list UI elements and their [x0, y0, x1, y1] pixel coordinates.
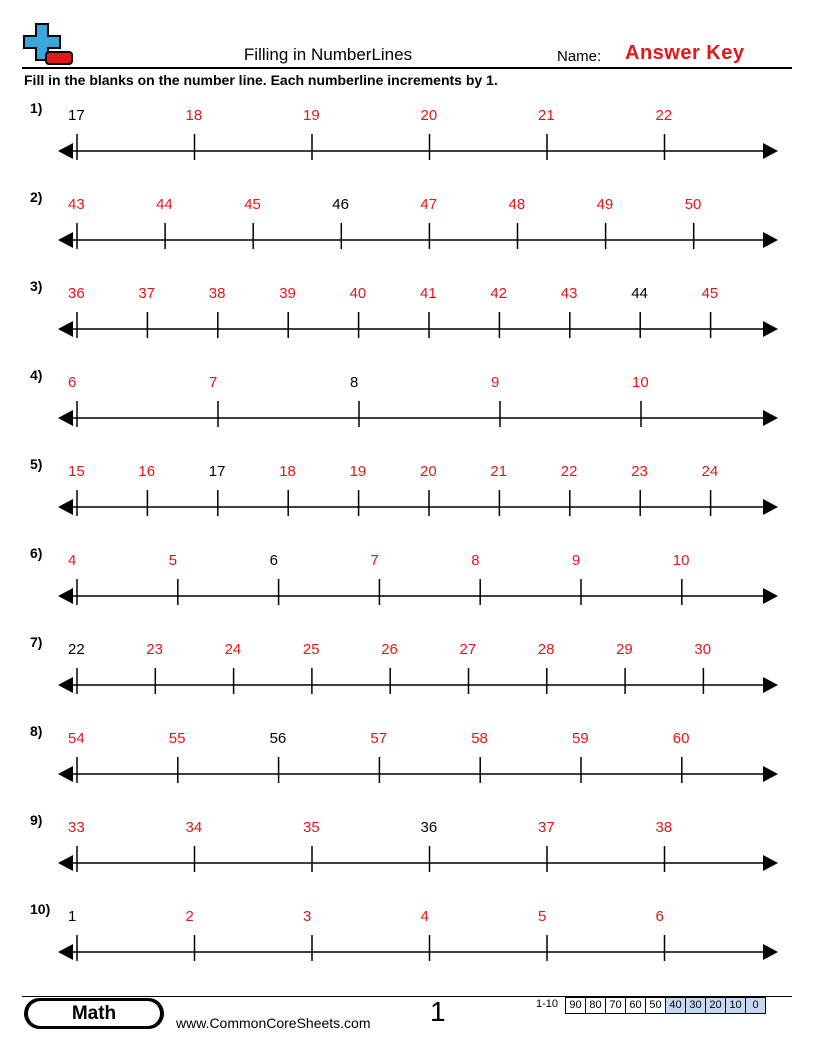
score-table — [565, 997, 766, 1014]
score-cell: 10 — [726, 998, 746, 1013]
problem-number: 2) — [30, 189, 43, 205]
right-arrow-icon — [763, 232, 778, 248]
score-cell: 0 — [746, 998, 765, 1013]
answer-value-label: 29 — [616, 641, 633, 658]
number-line — [0, 812, 816, 892]
problem-3 — [0, 278, 816, 358]
answer-value-label: 34 — [185, 819, 203, 836]
problem-number: 10) — [30, 901, 51, 917]
left-arrow-icon — [58, 944, 73, 960]
answer-value-label: 23 — [146, 641, 163, 658]
name-label: Name: — [557, 48, 602, 65]
problem-8 — [0, 723, 816, 803]
answer-value-label: 4 — [68, 552, 77, 569]
answer-value-label: 36 — [68, 285, 85, 302]
answer-value-label: 39 — [279, 285, 296, 302]
score-cell: 20 — [706, 998, 726, 1013]
answer-value-label: 2 — [185, 908, 194, 925]
answer-key-label: Answer Key — [625, 42, 745, 64]
answer-value-label: 50 — [684, 196, 702, 213]
right-arrow-icon — [763, 321, 778, 337]
answer-value-label: 19 — [349, 463, 367, 480]
subject-badge — [24, 998, 164, 1029]
left-arrow-icon — [58, 855, 73, 871]
answer-value-label: 41 — [420, 285, 437, 302]
number-line — [0, 367, 816, 447]
answer-value-label: 30 — [694, 641, 712, 658]
given-value-label: 17 — [68, 107, 85, 124]
number-line — [0, 634, 816, 714]
answer-value-label: 21 — [538, 107, 555, 124]
answer-value-label: 7 — [370, 552, 379, 569]
number-line — [0, 456, 816, 536]
problem-1 — [0, 100, 816, 180]
worksheet-title: Filling in NumberLines — [243, 45, 413, 64]
problem-4 — [0, 367, 816, 447]
answer-value-label: 16 — [138, 463, 156, 480]
problem-number: 5) — [30, 456, 43, 472]
answer-value-label: 33 — [68, 819, 85, 836]
given-value-label: 1 — [68, 908, 77, 925]
left-arrow-icon — [58, 232, 73, 248]
answer-value-label: 20 — [420, 463, 437, 480]
answer-value-label: 57 — [370, 730, 388, 747]
score-cell: 90 — [566, 998, 586, 1013]
answer-value-label: 23 — [631, 463, 648, 480]
score-cell: 40 — [666, 998, 686, 1013]
header-divider — [22, 67, 792, 69]
given-value-label: 44 — [631, 285, 648, 302]
answer-value-label: 24 — [224, 641, 242, 658]
answer-value-label: 37 — [538, 819, 555, 836]
answer-value-label: 21 — [490, 463, 508, 480]
answer-value-label: 3 — [303, 908, 312, 925]
given-value-label: 56 — [269, 730, 287, 747]
answer-value-label: 26 — [381, 641, 398, 658]
answer-value-label: 9 — [572, 552, 581, 569]
score-cell: 60 — [626, 998, 646, 1013]
answer-value-label: 4 — [420, 908, 429, 925]
instructions: Fill in the blanks on the number line. Each numberline increments by 1. — [24, 72, 498, 88]
number-line — [0, 545, 816, 625]
right-arrow-icon — [763, 944, 778, 960]
answer-value-label: 44 — [156, 196, 173, 213]
answer-value-label: 28 — [537, 641, 555, 658]
score-cell: 30 — [686, 998, 706, 1013]
answer-value-label: 59 — [572, 730, 589, 747]
answer-value-label: 10 — [632, 374, 649, 391]
answer-value-label: 7 — [209, 374, 218, 391]
answer-value-label: 40 — [349, 285, 367, 302]
right-arrow-icon — [763, 677, 778, 693]
answer-value-label: 18 — [279, 463, 296, 480]
answer-value-label: 38 — [655, 819, 673, 836]
problem-number: 9) — [30, 812, 43, 828]
answer-value-label: 49 — [596, 196, 614, 213]
given-value-label: 17 — [208, 463, 226, 480]
number-line — [0, 189, 816, 269]
answer-value-label: 43 — [68, 196, 85, 213]
problem-number: 6) — [30, 545, 43, 561]
answer-value-label: 22 — [655, 107, 673, 124]
answer-value-label: 9 — [491, 374, 500, 391]
answer-value-label: 5 — [168, 552, 178, 569]
answer-value-label: 18 — [185, 107, 203, 124]
left-arrow-icon — [58, 143, 73, 159]
left-arrow-icon — [58, 499, 73, 515]
left-arrow-icon — [58, 321, 73, 337]
problem-number: 3) — [30, 278, 43, 294]
given-value-label: 46 — [332, 196, 349, 213]
given-value-label: 22 — [68, 641, 85, 658]
answer-value-label: 45 — [244, 196, 261, 213]
score-cell: 80 — [586, 998, 606, 1013]
answer-value-label: 8 — [471, 552, 480, 569]
website-label: www.CommonCoreSheets.com — [176, 1015, 371, 1031]
answer-value-label: 48 — [508, 196, 526, 213]
left-arrow-icon — [58, 766, 73, 782]
subject-label: Math — [28, 1001, 160, 1026]
problem-number: 7) — [30, 634, 43, 650]
right-arrow-icon — [763, 143, 778, 159]
answer-value-label: 37 — [138, 285, 156, 302]
answer-value-label: 20 — [420, 107, 438, 124]
answer-value-label: 45 — [701, 285, 719, 302]
answer-value-label: 35 — [303, 819, 320, 836]
answer-value-label: 24 — [701, 463, 719, 480]
answer-value-label: 38 — [208, 285, 226, 302]
left-arrow-icon — [58, 677, 73, 693]
right-arrow-icon — [763, 499, 778, 515]
answer-value-label: 6 — [68, 374, 77, 391]
problem-5 — [0, 456, 816, 536]
right-arrow-icon — [763, 410, 778, 426]
number-line — [0, 901, 816, 981]
number-line — [0, 723, 816, 803]
score-cell: 70 — [606, 998, 626, 1013]
given-value-label: 6 — [269, 552, 278, 569]
problem-6 — [0, 545, 816, 625]
number-line — [0, 100, 816, 180]
answer-value-label: 25 — [302, 641, 320, 658]
problem-7 — [0, 634, 816, 714]
answer-value-label: 5 — [538, 908, 547, 925]
answer-value-label: 22 — [560, 463, 578, 480]
score-range-label: 1-10 — [536, 998, 559, 1010]
problem-number: 1) — [30, 100, 43, 116]
problem-number: 4) — [30, 367, 43, 383]
page-number: 1 — [430, 996, 446, 1027]
left-arrow-icon — [58, 588, 73, 604]
answer-value-label: 27 — [459, 641, 477, 658]
problem-number: 8) — [30, 723, 43, 739]
answer-value-label: 47 — [420, 196, 438, 213]
right-arrow-icon — [763, 766, 778, 782]
number-line — [0, 278, 816, 358]
problem-2 — [0, 189, 816, 269]
answer-value-label: 42 — [490, 285, 508, 302]
answer-value-label: 58 — [471, 730, 488, 747]
problem-10 — [0, 901, 816, 981]
answer-value-label: 55 — [168, 730, 186, 747]
given-value-label: 8 — [350, 374, 359, 391]
answer-value-label: 10 — [672, 552, 690, 569]
answer-value-label: 15 — [68, 463, 85, 480]
right-arrow-icon — [763, 588, 778, 604]
answer-value-label: 19 — [303, 107, 320, 124]
given-value-label: 36 — [420, 819, 438, 836]
answer-value-label: 43 — [560, 285, 578, 302]
answer-value-label: 6 — [655, 908, 664, 925]
left-arrow-icon — [58, 410, 73, 426]
answer-value-label: 54 — [68, 730, 85, 747]
answer-value-label: 60 — [672, 730, 690, 747]
right-arrow-icon — [763, 855, 778, 871]
problem-9 — [0, 812, 816, 892]
score-cell: 50 — [646, 998, 666, 1013]
